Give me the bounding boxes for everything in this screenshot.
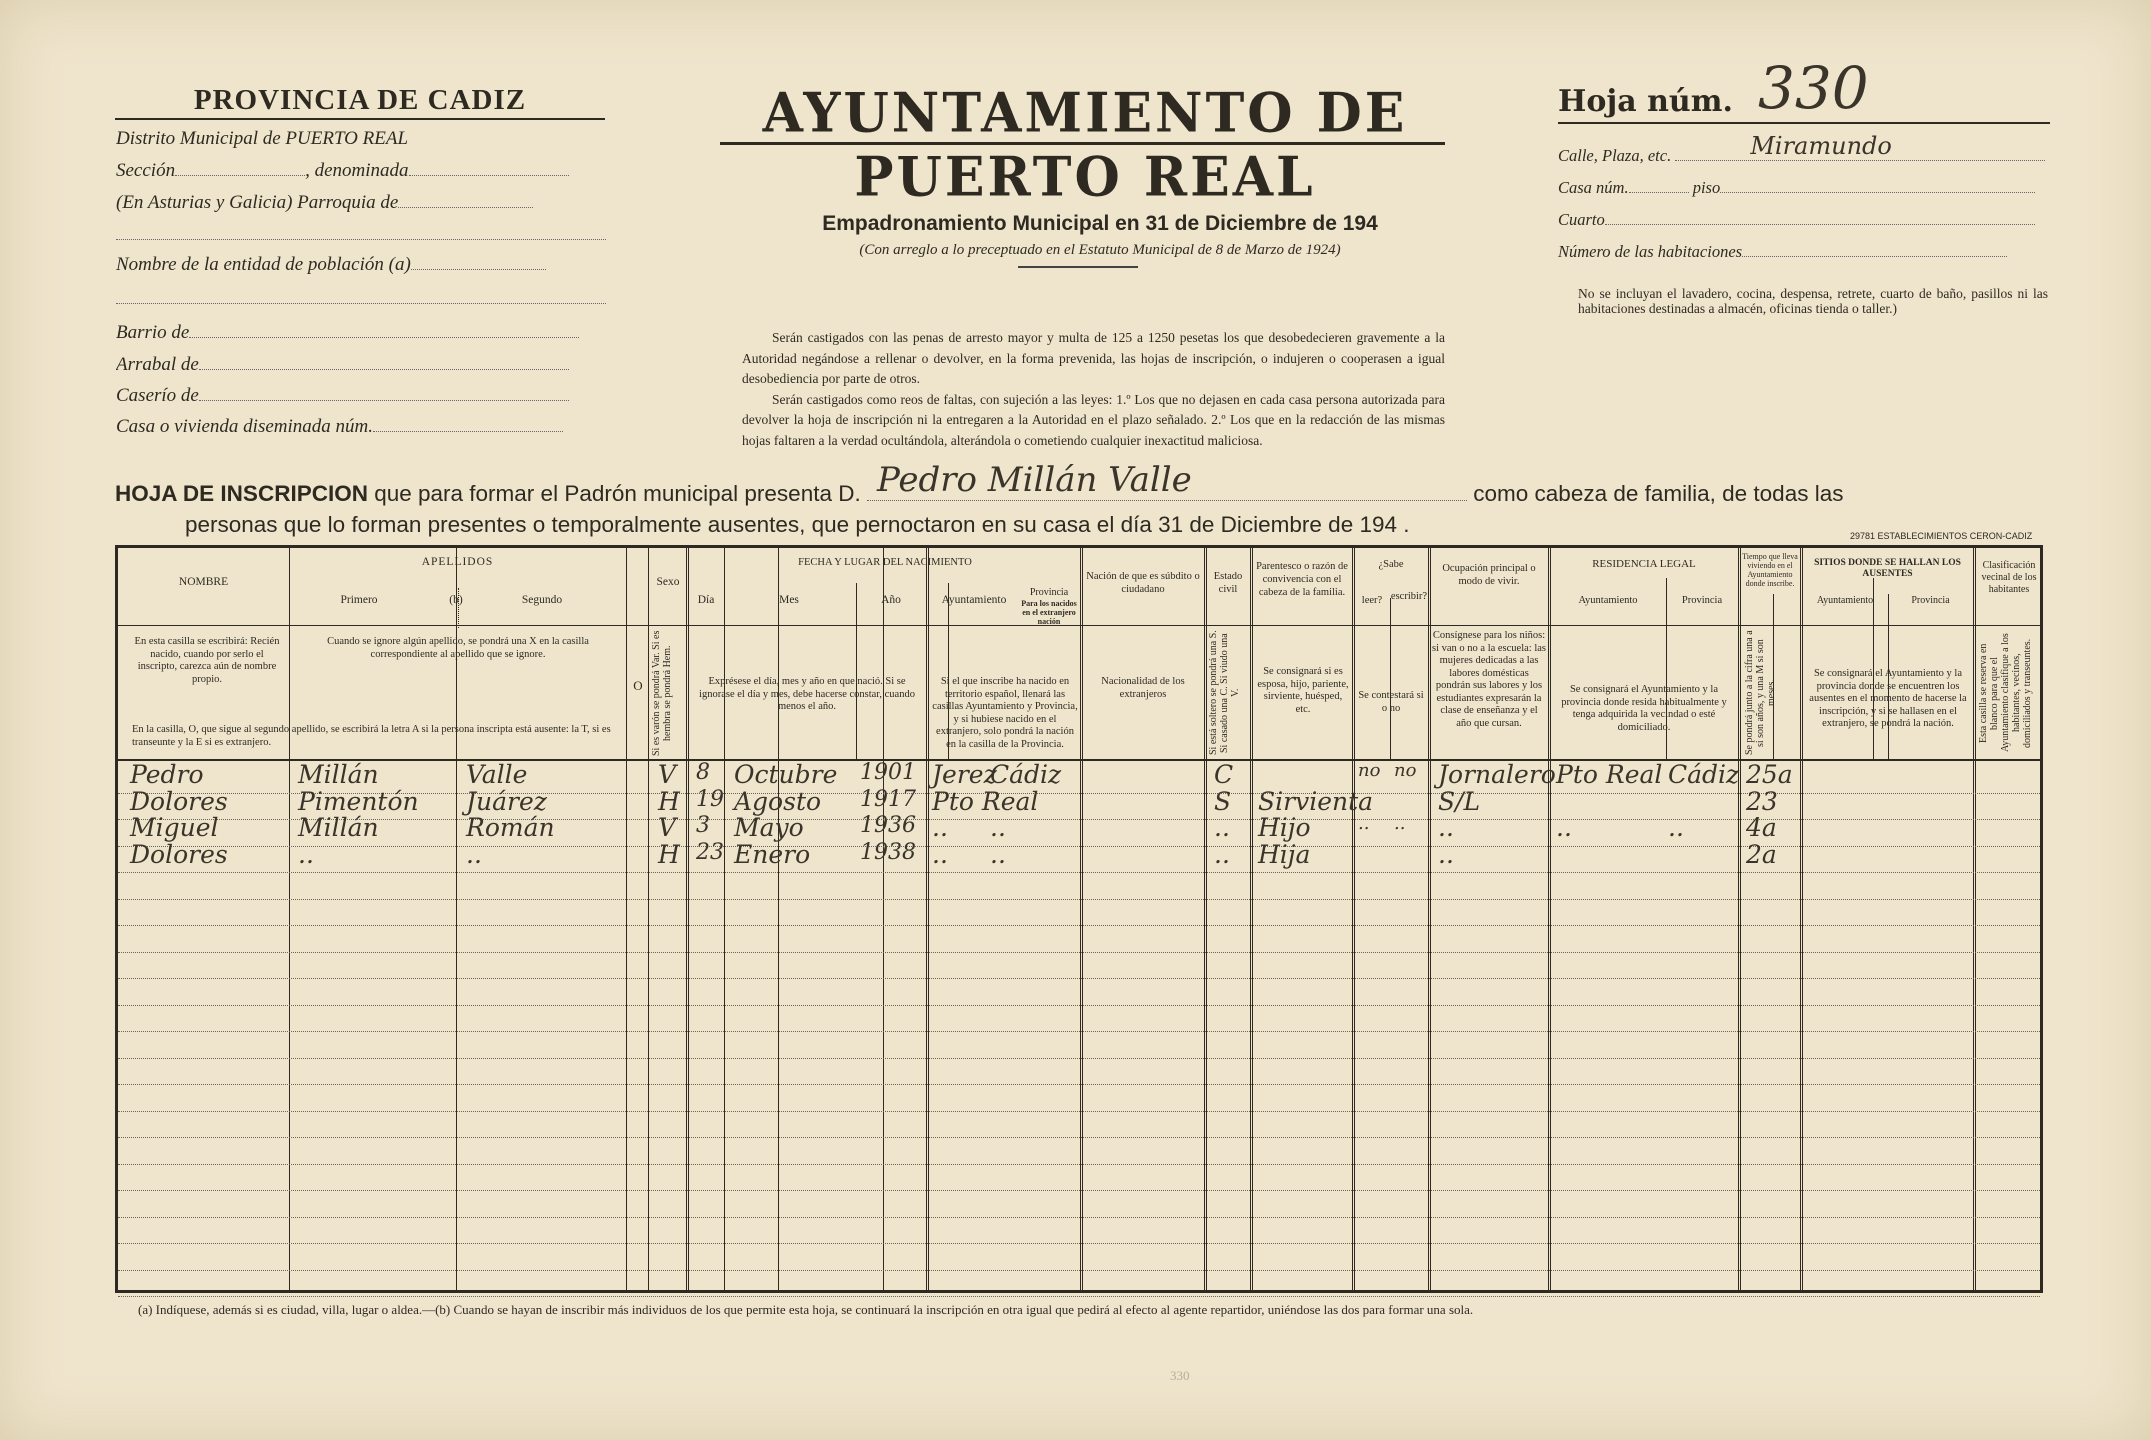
page-stamp: 330: [1170, 1368, 1190, 1383]
cell-ano: 1901: [860, 760, 916, 785]
cell-parentesco: Hija: [1258, 839, 1311, 869]
col-primero: Primero: [340, 594, 378, 606]
col-nombre: NOMBRE: [178, 576, 229, 588]
hoja-label: Hoja núm.: [1558, 84, 1733, 119]
cell-nombre: Dolores: [130, 786, 228, 816]
cell-ano: 1936: [860, 813, 916, 838]
parroquia-field: [116, 192, 606, 214]
inst-o-letter: O: [633, 678, 643, 693]
inst-sexo: Si es varón se pondrá Var. Si es hembra se pondrá Hem.: [651, 630, 673, 756]
inscripcion-title: HOJA DE INSCRIPCION: [115, 481, 368, 506]
cell-segundo: Román: [466, 813, 555, 842]
cell-primero: Pimentón: [298, 786, 419, 816]
inscripcion-text-3: personas que lo forman presentes o temporalmente ausentes, que pernoctaron en su casa el día 31 de Diciembre de 194: [185, 512, 1398, 537]
barrio-field: [116, 322, 606, 344]
printer-serial: 29781 ESTABLECIMIENTOS CERON-CADIZ: [1850, 531, 2033, 541]
cell-ocupacion: ..: [1438, 813, 1454, 842]
cell-res-ayto: Pto Real: [1556, 760, 1663, 789]
cell-nombre: Pedro: [130, 760, 204, 789]
col-sit-ayuntamiento: Ayuntamiento: [1816, 595, 1874, 606]
cell-ocupacion: Jornalero: [1438, 760, 1556, 789]
col-fecha-lugar: FECHA Y LUGAR DEL NACIMIENTO: [798, 557, 972, 568]
cell-mes: Enero: [734, 839, 811, 869]
inscripcion-line-1: [115, 460, 2050, 507]
inst-nacion: Nacionalidad de los extranjeros: [1101, 676, 1185, 700]
cell-res-ayto: ..: [1556, 813, 1572, 842]
hoja-rule: [1558, 122, 2050, 124]
cell-ano: 1917: [860, 786, 916, 812]
row-line: [118, 872, 2040, 873]
entidad-line: [116, 302, 606, 304]
col-sabe: ¿Sabe: [1378, 559, 1404, 570]
arrabal-label: Arrabal de: [116, 354, 199, 375]
cell-parentesco: Sirvienta: [1258, 786, 1374, 816]
cuarto-field: [1558, 210, 2050, 230]
head-of-family-name: Pedro Millán Valle: [877, 460, 1192, 500]
casa-label: Casa núm.: [1558, 178, 1629, 197]
inst-tiempo: Se pondrá junto a la cifra una a si son años, y una M si son meses.: [1744, 630, 1777, 756]
cell-tiempo: 25a: [1746, 760, 1793, 789]
casa-vivienda-field: [116, 416, 606, 438]
cell-ano: 1938: [860, 839, 916, 865]
habitaciones-field: [1558, 242, 2050, 262]
inst-ocupacion: Consígnese para los niños: si van o no a la escuela: las mujeres dedicadas a las labores domésticas pondrán sus labores y los estudiantes expresarán la clase de enseñanza y el año que cursan.: [1432, 630, 1547, 729]
col-residencia: RESIDENCIA LEGAL: [1592, 558, 1696, 570]
cell-sexo: H: [658, 839, 680, 869]
cell-estado: C: [1214, 760, 1234, 789]
cell-tiempo: 2a: [1746, 839, 1777, 869]
col-res-ayuntamiento: Ayuntamiento: [1578, 595, 1638, 606]
inst-sitios: Se consignará el Ayuntamiento y la provincia donde se encuentren los ausentes en el momento de hacerse la inscripción, y si se hallasen en el extranjero, se pondrá la nación.: [1809, 668, 1967, 729]
inst-fecha: Exprésese el día, mes y año en que nació. Si se ignorase el día y mes, debe hacerse constar, cuando menos el año.: [699, 676, 915, 712]
entidad-field: [116, 254, 606, 276]
cell-prov: Cádiz: [990, 760, 1062, 789]
cell-mes: Mayo: [734, 813, 804, 842]
row-line: [118, 1270, 2040, 1271]
cell-escribir: ..: [1394, 813, 1406, 834]
caserio-label: Caserío de: [116, 385, 199, 406]
seccion-field: [116, 160, 606, 182]
habitaciones-note: No se incluyan el lavadero, cocina, despensa, retrete, cuarto de baño, pasillos ni las habitaciones destinadas a almacén, oficinas tienda o taller.): [1578, 286, 2048, 316]
parroquia-label: (En Asturias y Galicia) Parroquia de: [116, 192, 399, 213]
hoja-number: 330: [1758, 54, 1869, 122]
census-table: [115, 545, 2043, 1293]
cell-primero: Millán: [298, 813, 379, 842]
row-line: [118, 1058, 2040, 1059]
col-ayuntamiento-nac: Ayuntamiento: [941, 594, 1007, 606]
col-tiempo: Tiempo que lleva viviendo en el Ayuntamiento donde inscribe.: [1742, 552, 1798, 588]
row-line: [118, 952, 2040, 953]
cell-dia: 8: [696, 760, 710, 785]
inst-nombre: En esta casilla se escribirá: Recién nacido, cuando por serlo el inscripto, carezca aún de nombre propio.: [134, 636, 280, 685]
row-line: [118, 1164, 2040, 1165]
caserio-field: [116, 385, 606, 407]
row-line: [118, 1190, 2040, 1191]
col-b: (b): [449, 594, 463, 606]
cell-leer: no: [1358, 760, 1381, 781]
cell-parentesco: Hijo: [1258, 813, 1311, 842]
col-res-provincia: Provincia: [1681, 595, 1723, 606]
arrabal-field: [116, 354, 606, 376]
inst-estado: Si está soltero se pondrá una S. Si casado una C. Si viudo una V.: [1208, 630, 1241, 756]
col-provincia-nac-sub: Para los nacidos en el extranjero nación: [1021, 599, 1077, 626]
cell-dia: 19: [696, 786, 724, 812]
calle-value: Miramundo: [1750, 132, 1892, 160]
col-nacion: Nación de que es súbdito o ciudadano: [1086, 571, 1200, 595]
row-line: [118, 1005, 2040, 1006]
cell-segundo: Valle: [466, 760, 528, 789]
cell-dia: 3: [696, 813, 710, 838]
casa-vivienda-label: Casa o vivienda diseminada núm.: [116, 416, 374, 437]
cell-ayto: Jerez: [932, 760, 997, 789]
col-mes: Mes: [779, 594, 799, 606]
inst-lugar: Si el que inscribe ha nacido en territorio español, llenará las casillas Ayuntamiento y Provincia, y si hubiese nacido en el extranjero, solo pondrá la nación en la casilla de la Provincia.: [932, 676, 1078, 750]
cuarto-label: Cuarto: [1558, 210, 1605, 229]
penalty-paragraph-1: Serán castigados con las penas de arresto mayor y multa de 125 a 1250 pesetas los que desobedecieren gravemente a la Autoridad negándose a rellenar o devolver, en la forma prevenida, las hojas de inscripción, o indujeren o cooperasen a igual desobediencia por parte de otros.: [742, 330, 1445, 386]
footnote: (a) Indíquese, además si es ciudad, villa, lugar o aldea.—(b) Cuando se hayan de inscribir más individuos de los que permite esta hoja, se continuará la inscripción en otra igual que pedirá al efecto al agente repartidor, uniéndose las dos para formar una sola.: [138, 1302, 1474, 1317]
row-line: [118, 1084, 2040, 1085]
col-apellidos: APELLIDOS: [421, 556, 494, 568]
estatuto-subheading: (Con arreglo a lo preceptuado en el Estatuto Municipal de 8 de Marzo de 1924): [859, 242, 1341, 258]
cell-ayto: ..: [932, 839, 948, 869]
cell-ocupacion: ..: [1438, 839, 1454, 869]
col-provincia-nac: [1018, 586, 1080, 626]
cell-segundo: ..: [466, 839, 482, 869]
cell-prov: ..: [990, 839, 1006, 869]
row-line: [118, 1217, 2040, 1218]
entidad-label: Nombre de la entidad de población (a): [116, 254, 411, 275]
cell-sexo: H: [658, 786, 680, 816]
cell-tiempo: 23: [1746, 786, 1778, 816]
col-ocupacion: Ocupación principal o modo de vivir.: [1442, 563, 1536, 587]
inscripcion-text-2: como cabeza de familia, de todas las: [1473, 481, 1844, 506]
row-line: [118, 978, 2040, 979]
row-line: [118, 1296, 2040, 1297]
parroquia-line: [116, 238, 606, 240]
row-line: [118, 925, 2040, 926]
col-escribir: escribir?: [1390, 591, 1428, 602]
col-sexo: Sexo: [656, 576, 680, 588]
cell-leer: ..: [1358, 813, 1370, 834]
cell-res-prov: ..: [1668, 813, 1684, 842]
cell-ayto: Pto Real: [932, 786, 1039, 816]
cell-prov: ..: [990, 813, 1006, 842]
inst-sabe: Se contestará si o no: [1358, 690, 1424, 714]
calle-label: Calle, Plaza, etc.: [1558, 146, 1672, 165]
penalty-notice: [742, 328, 1445, 451]
habitaciones-label: Número de las habitaciones: [1558, 242, 1743, 261]
col-clasificacion: Clasificación vecinal de los habitantes: [1981, 560, 2037, 595]
piso-label: piso: [1692, 178, 1721, 197]
seccion-label: Sección: [116, 160, 176, 181]
row-line: [118, 1137, 2040, 1138]
title-rule: [720, 142, 1445, 145]
calle-field: [1558, 132, 2050, 166]
col-sit-provincia: Provincia: [1911, 595, 1950, 606]
col-provincia-nac-label: Provincia: [1029, 587, 1069, 598]
empadronamiento-heading: Empadronamiento Municipal en 31 de Diciembre de 194: [822, 212, 1378, 235]
col-dia: Día: [697, 594, 715, 606]
province-rule: [115, 118, 605, 120]
cell-primero: Millán: [298, 760, 379, 789]
cell-escribir: no: [1394, 760, 1417, 781]
municipality-title: AYUNTAMIENTO DE PUERTO REAL: [762, 80, 1408, 210]
denominada-label: , denominada: [305, 160, 409, 181]
inscripcion-line-2: personas que lo forman presentes o temporalmente ausentes, que pernoctaron en su casa el día 31 de Diciembre de 194 .: [185, 512, 1410, 537]
cell-estado: ..: [1214, 813, 1230, 842]
penalty-paragraph-2: Serán castigados como reos de faltas, con sujeción a las leyes: 1.º Los que no dejasen en cada casa persona autorizada para devolver la hoja de inscripción ni la entregaren a la Autoridad en el plazo señalado. 2.º Los que en la redacción de las mismas hojas faltaren a la verdad ocultándola, alterándola o cometiendo cualquier inexactitud maliciosa.: [742, 391, 1445, 448]
barrio-label: Barrio de: [116, 322, 190, 343]
col-sitios: SITIOS DONDE SE HALLAN LOS AUSENTES: [1814, 558, 1961, 579]
inst-clasif: Esta casilla se reserva en blanco para que el Ayuntamiento clasifique a los habitantes, vecinos, domiciliados y transeuntes.: [1978, 633, 2033, 753]
cell-res-prov: Cádiz: [1668, 760, 1740, 789]
province-title: PROVINCIA DE CADIZ: [193, 84, 527, 116]
cell-sexo: V: [658, 813, 677, 842]
cell-segundo: Juárez: [466, 786, 547, 816]
row-line: [118, 1243, 2040, 1244]
col-estado-civil: Estado civil: [1213, 571, 1243, 595]
inst-residencia: Se consignará el Ayuntamiento y la provincia donde resida habitualmente y tenga adquirida la vecindad o esté domiciliado.: [1561, 684, 1727, 733]
distrito-field: Distrito Municipal de PUERTO REAL: [116, 128, 409, 149]
inscripcion-text-1: que para formar el Padrón municipal presenta D.: [374, 481, 861, 506]
col-leer: leer?: [1361, 595, 1383, 606]
cell-ayto: ..: [932, 813, 948, 842]
col-parentesco: Parentesco o razón de convivencia con el cabeza de la familia.: [1256, 561, 1348, 598]
cell-sexo: V: [658, 760, 677, 789]
inst-casilla-o: En la casilla, O, que sigue al segundo apellido, se escribirá la letra A si la persona inscripta está ausente: la T, si es transeunte y la E si es extranjero.: [132, 724, 611, 748]
row-line: [118, 1031, 2040, 1032]
cell-tiempo: 4a: [1746, 813, 1777, 842]
casa-field: [1558, 178, 2050, 198]
cell-nombre: Dolores: [130, 839, 228, 869]
cell-mes: Agosto: [734, 786, 822, 816]
row-line: [118, 899, 2040, 900]
col-ano: Año: [881, 594, 901, 606]
cell-dia: 23: [696, 839, 724, 865]
col-segundo: Segundo: [521, 594, 563, 606]
cell-estado: S: [1214, 786, 1232, 816]
cell-primero: ..: [298, 839, 314, 869]
row-line: [118, 1111, 2040, 1112]
cell-ocupacion: S/L: [1438, 786, 1481, 816]
inst-apellidos: Cuando se ignore algún apellido, se pondrá una X en la casilla correspondiente al apellido que se ignore.: [327, 636, 589, 660]
cell-estado: ..: [1214, 839, 1230, 869]
cell-nombre: Miguel: [130, 813, 219, 842]
cell-mes: Octubre: [734, 760, 838, 789]
ornament: [1018, 266, 1138, 268]
inst-parentesco: Se consignará si es esposa, hijo, pariente, sirviente, huésped, etc.: [1257, 666, 1349, 715]
